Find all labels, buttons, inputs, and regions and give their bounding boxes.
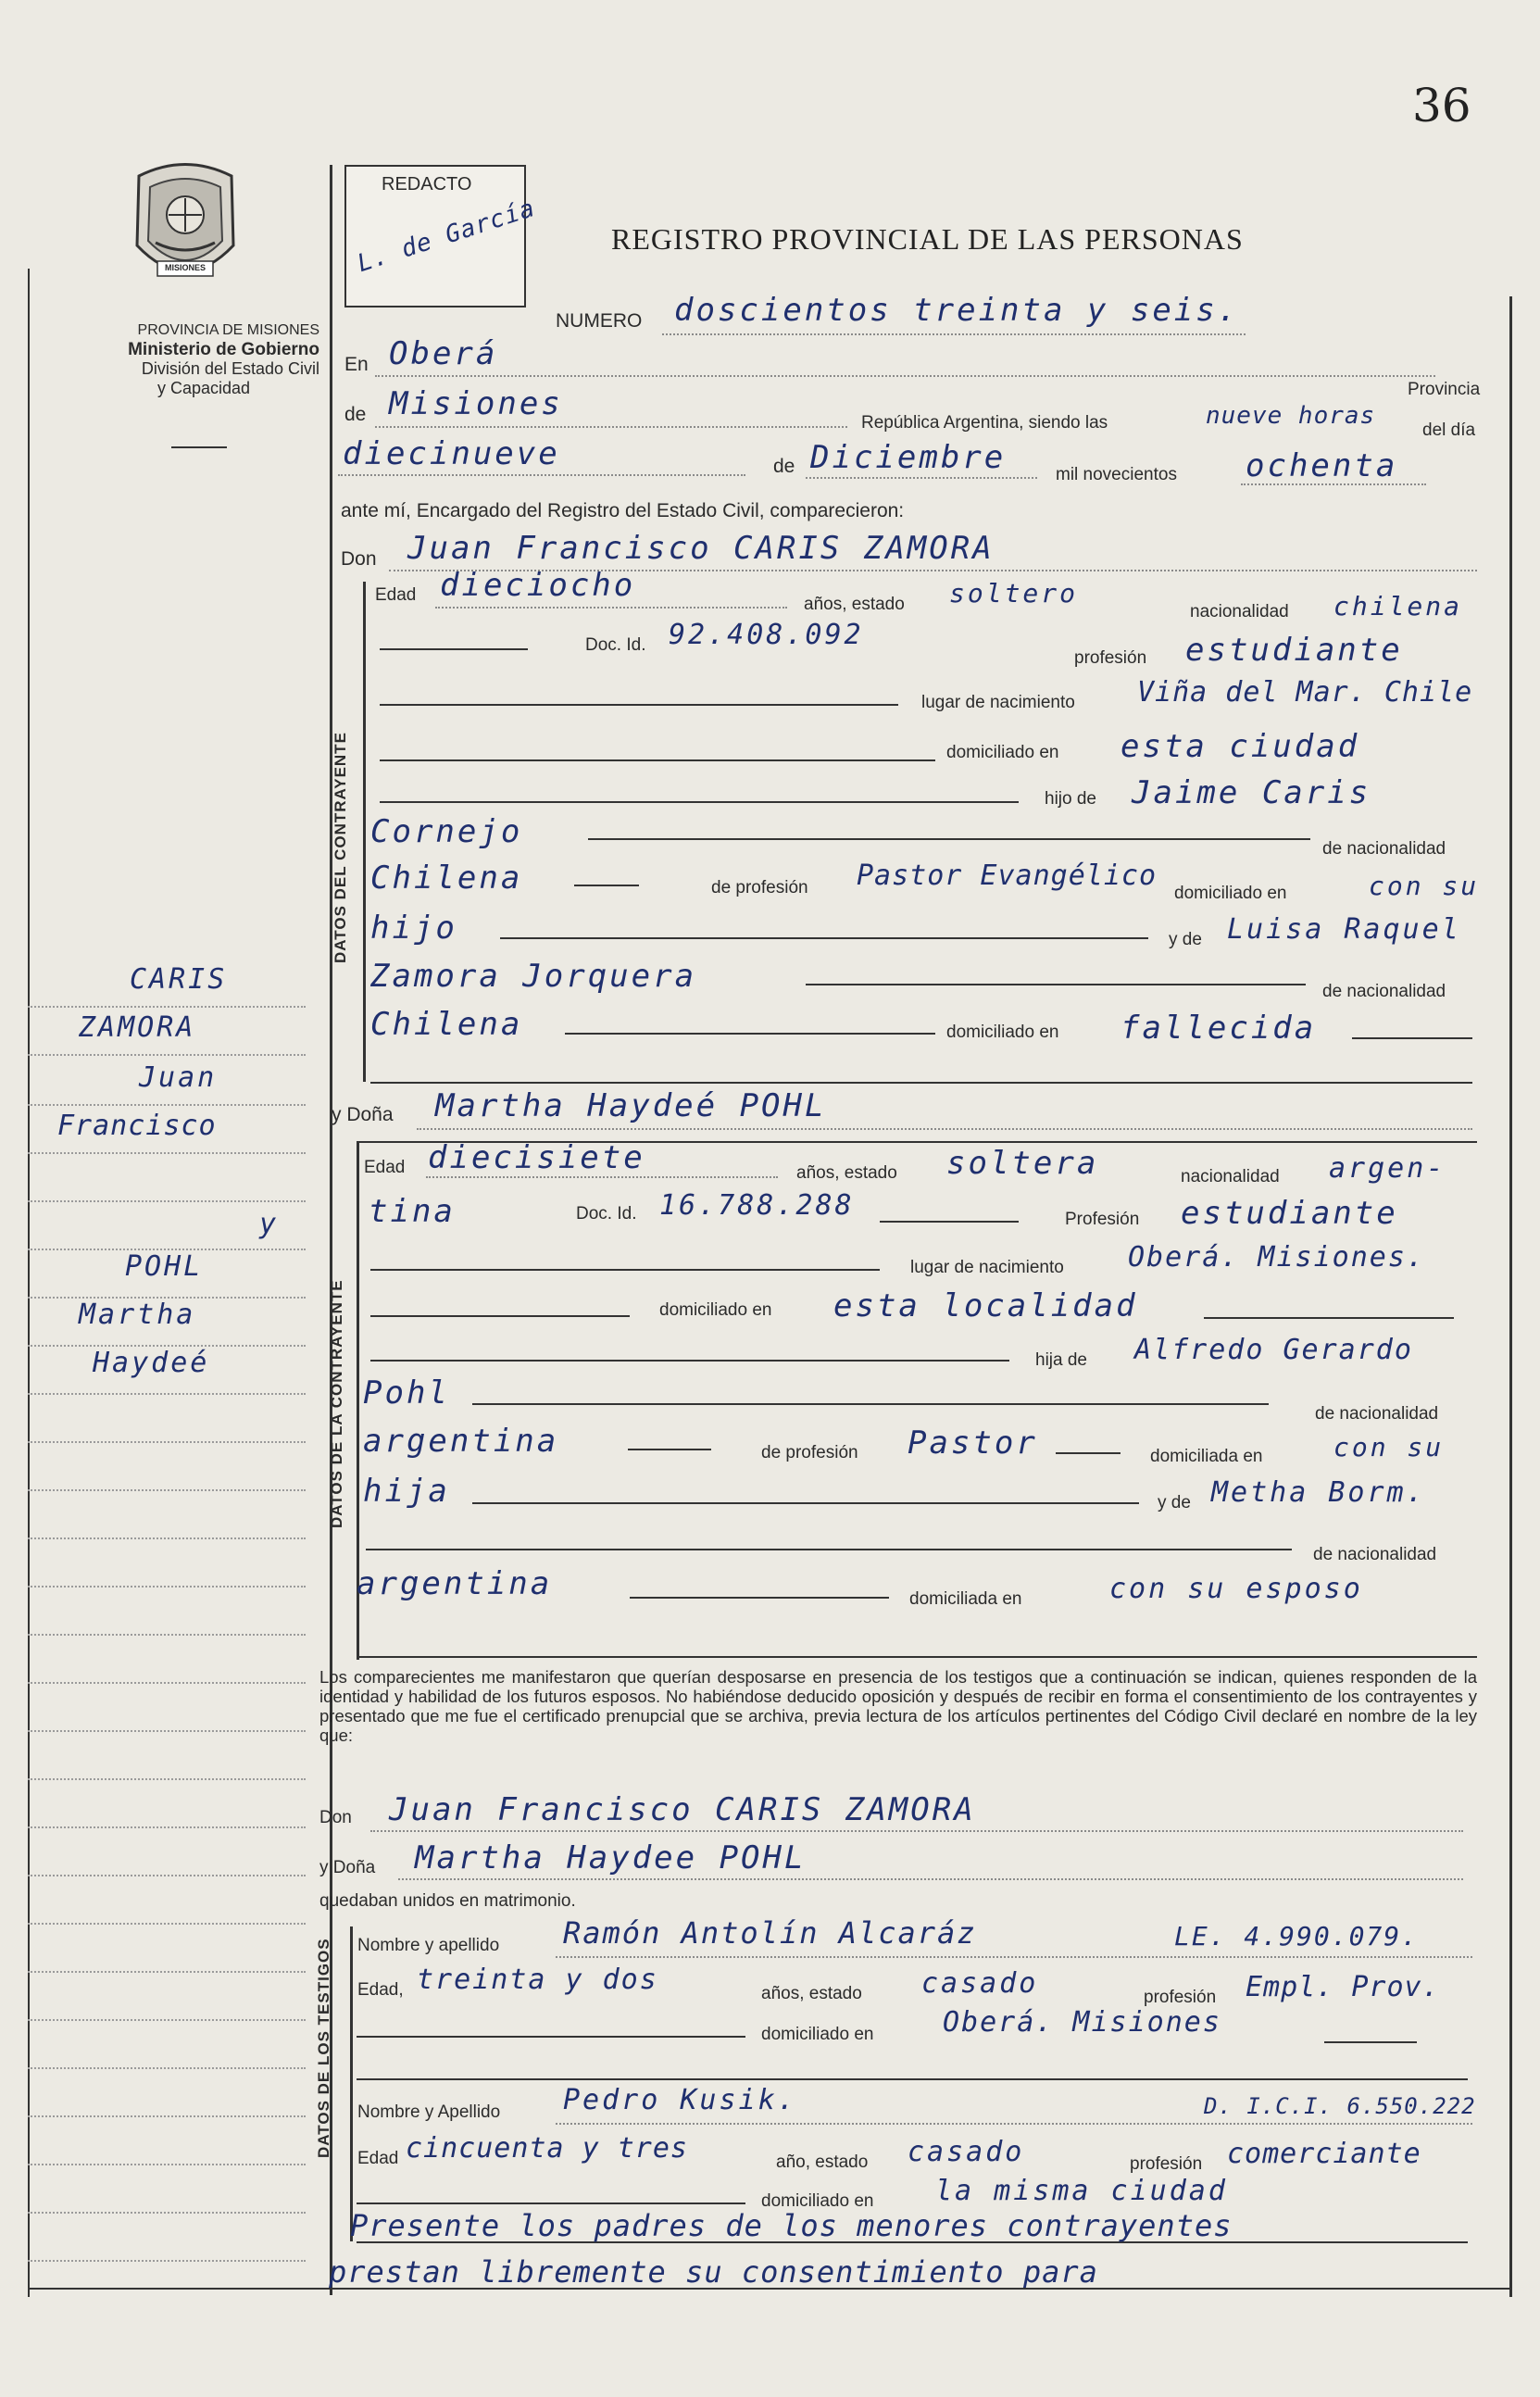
groom-edad-label: Edad (375, 585, 417, 605)
margin-line (28, 1104, 306, 1106)
bride-lugar-label: lugar de nacimiento (910, 1258, 1064, 1277)
w2-domic-label: domiciliado en (761, 2191, 874, 2211)
margin-note-line: Juan (139, 1061, 218, 1094)
de2-label: de (773, 456, 795, 477)
margin-line (28, 1778, 306, 1780)
w1-nombre-line (556, 1956, 1472, 1958)
margin-line (28, 1249, 306, 1250)
groom-edad: dieciocho (440, 567, 636, 604)
groom-anios-label: años, estado (804, 595, 905, 614)
w2-domic-lead (357, 2202, 745, 2204)
w1-nombre: Ramón Antolín Alcaráz (563, 1915, 977, 1951)
en-label: En (344, 354, 369, 375)
margin-line (28, 2019, 306, 2021)
bride-domic-lead (370, 1315, 630, 1317)
groom-domicilio: esta ciudad (1121, 728, 1360, 765)
w1-domic-end (1324, 2041, 1417, 2043)
footer-hand-line-1: Presente los padres de los menores contrayentes (350, 2208, 1233, 2243)
w2-edad: cincuenta y tres (406, 2132, 688, 2165)
bride-edad-line (426, 1176, 778, 1178)
groom-padre-prof: Pastor Evangélico (857, 860, 1158, 892)
groom-padre-domic-2: hijo (370, 910, 457, 947)
w1-doc: LE. 4.990.079. (1174, 1921, 1420, 1951)
groom-box-border (363, 582, 366, 1082)
w1-anios-label: años, estado (761, 1984, 862, 2003)
province-crest (120, 157, 250, 296)
w1-prof-label: profesión (1144, 1988, 1217, 2007)
bride-domic-label: domiciliado en (659, 1300, 772, 1320)
bride-domicilio: esta localidad (833, 1287, 1138, 1324)
groom-madre-nac-line (565, 1033, 935, 1035)
groom-madre-domic: fallecida (1121, 1010, 1317, 1047)
margin-line (28, 1441, 306, 1443)
bride-padre-2: Pohl (363, 1374, 450, 1412)
groom-nac-label: nacionalidad (1190, 602, 1289, 621)
numero-line (662, 333, 1246, 335)
division-label: División del Estado Civil (141, 359, 319, 378)
footer-hand-line-2: prestan libremente su consentimiento para (329, 2254, 1098, 2290)
w1-nombre-label: Nombre y apellido (357, 1936, 500, 1955)
en-value: Oberá (389, 335, 498, 372)
groom-padre-2: Cornejo (370, 813, 523, 850)
bride-estado: soltera (946, 1145, 1099, 1182)
bride-madre-nac: argentina (357, 1565, 553, 1602)
stamp-label: REDACTO (382, 174, 472, 195)
bride-name: Martha Haydeé POHL (435, 1087, 827, 1124)
groom-doc-label: Doc. Id. (585, 635, 646, 655)
margin-note-line: POHL (125, 1250, 204, 1283)
groom-edad-line (435, 607, 787, 609)
union-dona-label: y Doña (319, 1858, 376, 1877)
province-label: PROVINCIA DE MISIONES (137, 322, 319, 338)
groom-name: Juan Francisco CARIS ZAMORA (407, 530, 995, 567)
margin-line (28, 1682, 306, 1684)
groom-padre-domic-2-line (500, 937, 1148, 939)
divider (171, 446, 227, 448)
bride-de-nac-label: de nacionalidad (1315, 1404, 1439, 1424)
w1-edad: treinta y dos (417, 1964, 658, 1996)
groom-padre-nac: Chilena (370, 860, 523, 897)
don-label: Don (341, 548, 377, 570)
mes-line (806, 477, 1037, 479)
margin-line (28, 1489, 306, 1491)
margin-line (28, 1971, 306, 1973)
witness-box-border (350, 1926, 353, 2241)
groom-domic2-label: domiciliado en (1174, 884, 1287, 903)
ministry-header (32, 320, 319, 398)
bride-padre-2-line (472, 1403, 1269, 1405)
groom-de-prof-label: de profesión (711, 878, 808, 897)
w1-domic-label: domiciliado en (761, 2025, 874, 2044)
union-groom: Juan Francisco CARIS ZAMORA (389, 1791, 976, 1828)
bride-madre-nac-label: de nacionalidad (1313, 1545, 1437, 1564)
groom-madre-domic-end (1352, 1037, 1472, 1039)
margin-line (28, 1586, 306, 1588)
margin-line (28, 2212, 306, 2214)
groom-madre-2-line (806, 984, 1306, 985)
union-bride: Martha Haydee POHL (415, 1839, 807, 1876)
bride-doc-line (880, 1221, 1019, 1223)
bride-lugar: Oberá. Misiones. (1128, 1241, 1425, 1274)
groom-madre-nac-label: de nacionalidad (1322, 982, 1446, 1001)
bride-madre-nac-line (630, 1597, 889, 1599)
margin-line (28, 1923, 306, 1925)
page-number: 36 (1412, 79, 1471, 132)
bride-madre-domic: con su esposo (1109, 1573, 1363, 1605)
bride-padre-prof: Pastor (908, 1424, 1038, 1462)
union-groom-line (370, 1830, 1463, 1832)
bride-lugar-lead (370, 1269, 880, 1271)
mes-value: Diciembre (810, 439, 1007, 476)
w1-estado: casado (921, 1967, 1039, 2000)
anio-value: ochenta (1246, 447, 1398, 484)
groom-domic-lead (380, 759, 935, 761)
margin-note-line: y (259, 1208, 280, 1240)
margin-line (28, 1200, 306, 1202)
groom-side-label: DATOS DEL CONTRAYENTE (332, 732, 349, 963)
margin-note-line: CARIS (130, 963, 228, 996)
bride-domic2-label: domiciliada en (1150, 1447, 1263, 1466)
groom-padre: Jaime Caris (1132, 774, 1371, 811)
margin-line (28, 1054, 306, 1056)
groom-padre-nac-line (574, 885, 639, 886)
main-right-border (1509, 296, 1512, 2297)
groom-padre-2-line (588, 838, 1310, 840)
declaration-text: Los comparecientes me manifestaron que querían desposarse en presencia de los testigos que a continuación se indican, quienes responden de la identidad y habilidad de los futuros esposos. No habiéndose deducido oposición y después de recibir en forma el consentimiento de los contrayentes y presentado que me fue el certificado prenupcial que se archiva, previa lectura de los artículos pertinentes del Código Civil declaré en nombre de la ley que: (319, 1667, 1477, 1745)
division-label-2: y Capacidad (157, 379, 251, 397)
groom-madre-nac: Chilena (370, 1006, 523, 1043)
margin-line (28, 1730, 306, 1732)
bride-padre-domic: con su (1333, 1432, 1445, 1462)
w1-profesion: Empl. Prov. (1246, 1971, 1440, 2003)
groom-madre-domic-label: domiciliado en (946, 1023, 1059, 1042)
bride-doc-label: Doc. Id. (576, 1204, 637, 1224)
groom-hijo-lead (380, 801, 1019, 803)
groom-lugar: Viña del Mar. Chile (1137, 676, 1473, 709)
w2-doc: D. I.C.I. 6.550.222 (1204, 2093, 1476, 2119)
w1-bottom-line (357, 2078, 1468, 2080)
margin-line (28, 1152, 306, 1154)
groom-de-nac-label: de nacionalidad (1322, 839, 1446, 859)
bride-anios-label: años, estado (796, 1163, 897, 1183)
bride-padre-nac: argentina (363, 1423, 559, 1460)
bride-profesion: estudiante (1181, 1195, 1398, 1232)
en-line (375, 375, 1435, 377)
margin-note-line: Haydeé (93, 1347, 210, 1379)
w2-nombre-label: Nombre y Apellido (357, 2102, 501, 2122)
bride-de-prof-label: de profesión (761, 1443, 858, 1462)
w2-edad-label: Edad (357, 2149, 399, 2168)
bride-yde-label: y de (1158, 1493, 1191, 1512)
bride-madre-line (366, 1549, 1292, 1550)
margin-line (28, 2067, 306, 2069)
margin-line (28, 1826, 306, 1828)
w2-estado: casado (908, 2136, 1025, 2168)
w2-domicilio: la misma ciudad (935, 2175, 1228, 2207)
de-value: Misiones (389, 385, 563, 422)
bride-nacionalidad-2: tina (369, 1193, 456, 1230)
numero-label: NUMERO (556, 310, 643, 332)
dia-line (338, 474, 745, 476)
groom-nacionalidad: chilena (1333, 591, 1463, 621)
groom-yde-label: y de (1169, 930, 1202, 949)
margin-line (28, 2115, 306, 2117)
crest-label: MISIONES (164, 263, 206, 272)
margin-line (28, 1006, 306, 1008)
groom-domic-label: domiciliado en (946, 743, 1059, 762)
groom-madre-2: Zamora Jorquera (370, 958, 697, 995)
ministry-label: Ministerio de Gobierno (128, 340, 319, 359)
w2-prof-label: profesión (1130, 2154, 1203, 2174)
margin-line (28, 2164, 306, 2165)
bride-edad: diecisiete (428, 1139, 645, 1176)
del-dia-label: del día (1422, 420, 1476, 440)
groom-doc: 92.408.092 (669, 619, 864, 651)
groom-profesion: estudiante (1185, 632, 1403, 669)
groom-estado: soltero (949, 578, 1079, 609)
bride-madre: Metha Borm. (1211, 1476, 1426, 1509)
margin-line (28, 1875, 306, 1876)
bride-domic-end (1204, 1317, 1454, 1319)
dia-value: diecinueve (343, 435, 560, 472)
margin-line (28, 1634, 306, 1636)
w1-edad-label: Edad, (357, 1980, 404, 2000)
union-don-label: Don (319, 1808, 352, 1827)
bride-name-line (417, 1128, 1472, 1130)
bride-doc: 16.788.288 (659, 1189, 855, 1222)
footer-rule (28, 2288, 1509, 2290)
margin-line (28, 1537, 306, 1539)
mil-label: mil novecientos (1056, 465, 1177, 484)
bride-edad-label: Edad (364, 1158, 406, 1177)
w1-domicilio: Oberá. Misiones (943, 2006, 1221, 2039)
union-bride-line (398, 1878, 1463, 1880)
margin-line (28, 2260, 306, 2262)
groom-lugar-label: lugar de nacimiento (921, 693, 1075, 712)
groom-box-bottom (370, 1082, 1472, 1084)
provincia-label: Provincia (1408, 380, 1481, 399)
bride-padre: Alfredo Gerardo (1134, 1334, 1413, 1366)
margin-note-line: Francisco (57, 1110, 217, 1142)
margin-note-line: Martha (79, 1299, 196, 1331)
margin-line (28, 1393, 306, 1395)
w2-profesion: comerciante (1227, 2138, 1421, 2170)
page-title: REGISTRO PROVINCIAL DE LAS PERSONAS (611, 222, 1244, 256)
bride-padre-prof-line (1056, 1452, 1121, 1454)
groom-doc-lead (380, 648, 528, 650)
bride-padre-domic-2-line (472, 1502, 1139, 1504)
margin-note-line: ZAMORA (79, 1011, 196, 1044)
stamp-signature: L. de García (354, 194, 539, 279)
union-quedaban: quedaban unidos en matrimonio. (319, 1891, 576, 1911)
groom-profesion-label: profesión (1074, 648, 1147, 668)
groom-madre: Luisa Raquel (1227, 913, 1461, 946)
redacto-stamp (344, 165, 539, 307)
dona-label: y Doña (332, 1104, 394, 1125)
horas-value: nueve horas (1206, 402, 1376, 430)
bride-nac-label: nacionalidad (1181, 1167, 1280, 1186)
margin-line (28, 1345, 306, 1347)
bride-hija-label: hija de (1035, 1350, 1087, 1370)
groom-lugar-lead (380, 704, 898, 706)
bride-madre-domic-label: domiciliada en (909, 1589, 1022, 1609)
bride-box-bottom (357, 1656, 1477, 1658)
bride-profesion-label: Profesión (1065, 1210, 1140, 1229)
margin-line (28, 1297, 306, 1299)
bride-padre-nac-line (628, 1449, 711, 1450)
witness-side-label: DATOS DE LOS TESTIGOS (315, 1938, 332, 2158)
bride-padre-domic-2: hija (363, 1473, 450, 1510)
numero-value: doscientos treinta y seis. (674, 292, 1240, 329)
ante-text: ante mí, Encargado del Registro del Estado Civil, comparecieron: (341, 500, 905, 521)
de-label: de (344, 404, 367, 425)
w2-nombre: Pedro Kusik. (563, 2084, 797, 2116)
groom-padre-domic: con su (1369, 871, 1480, 901)
de-line (375, 426, 847, 428)
republica-label: República Argentina, siendo las (861, 413, 1108, 433)
groom-hijo-label: hijo de (1045, 789, 1096, 809)
crest-icon (120, 157, 250, 296)
w2-nombre-line (556, 2123, 1472, 2125)
bride-nacionalidad: argen- (1329, 1152, 1446, 1185)
w2-anios-label: año, estado (776, 2152, 869, 2172)
margin-left-border (28, 269, 30, 2297)
w1-domic-lead (357, 2036, 745, 2038)
bride-side-label: DATOS DE LA CONTRAYENTE (328, 1279, 345, 1528)
bride-hija-lead (370, 1360, 1009, 1362)
